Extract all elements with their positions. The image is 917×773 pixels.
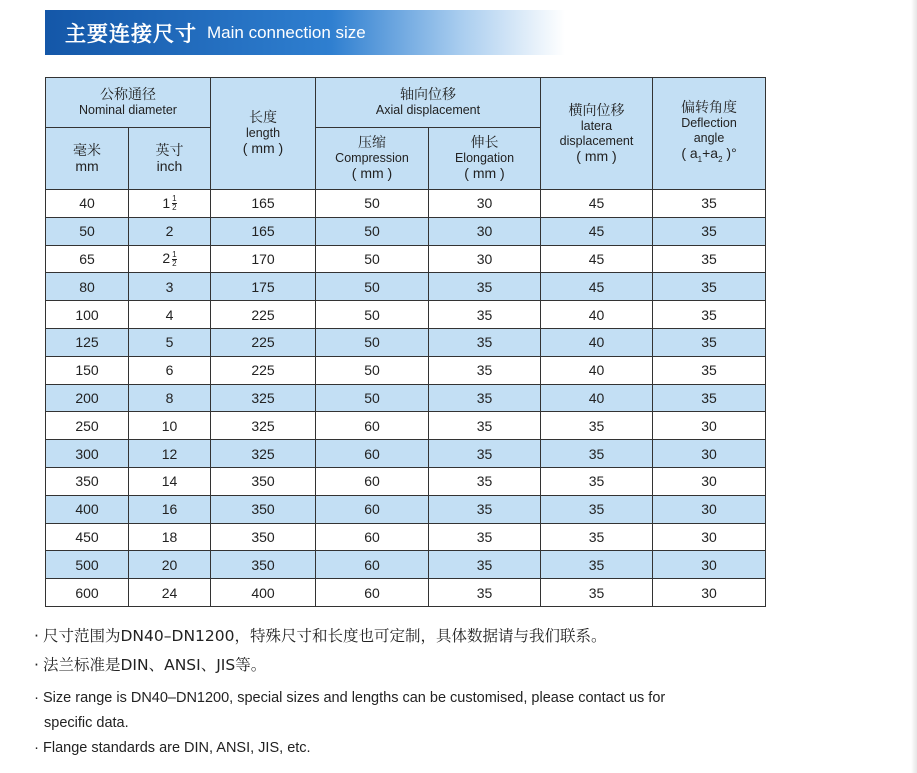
notes xyxy=(30,622,900,761)
cell-lateral: 35 xyxy=(541,579,653,607)
cell-angle: 30 xyxy=(653,440,766,468)
cell-length: 175 xyxy=(211,273,316,301)
cell-length: 165 xyxy=(211,217,316,245)
header-inch xyxy=(129,128,211,190)
header-lateral-en-line1: latera xyxy=(580,118,613,133)
cell-inch: 10 xyxy=(129,412,211,440)
header-mm-cn: 毫米 xyxy=(73,142,101,159)
cell-length: 325 xyxy=(211,412,316,440)
cell-lateral: 40 xyxy=(541,356,653,384)
cell-angle: 30 xyxy=(653,412,766,440)
table-row xyxy=(46,301,766,329)
cell-elongation: 35 xyxy=(429,356,541,384)
cell-compression: 60 xyxy=(316,440,429,468)
table-header xyxy=(46,78,766,190)
header-inch-cn: 英寸 xyxy=(155,142,184,159)
cell-length: 400 xyxy=(211,579,316,607)
cell-angle: 30 xyxy=(653,579,766,607)
note-en-flange-standard-text: Flange standards are DIN, ANSI, JIS, etc. xyxy=(43,740,311,756)
header-nominal-diameter xyxy=(46,78,211,128)
cell-length: 350 xyxy=(211,523,316,551)
cell-mm: 200 xyxy=(46,384,129,412)
cell-lateral: 40 xyxy=(541,384,653,412)
cell-mm: 600 xyxy=(46,579,129,607)
header-axial-cn: 轴向位移 xyxy=(400,86,456,103)
cell-elongation: 30 xyxy=(429,245,541,273)
cell-inch: 8 xyxy=(129,384,211,412)
header-deflection-cn: 偏转角度 xyxy=(681,99,737,116)
note-en-flange-standard xyxy=(30,736,900,761)
cell-mm: 50 xyxy=(46,217,129,245)
cell-lateral: 35 xyxy=(541,440,653,468)
cell-elongation: 35 xyxy=(429,273,541,301)
table-body xyxy=(46,190,766,607)
header-mm-en: mm xyxy=(75,157,99,174)
cell-inch: 2 xyxy=(129,217,211,245)
cell-angle: 35 xyxy=(653,328,766,356)
cell-elongation: 35 xyxy=(429,384,541,412)
bullet-icon: · xyxy=(34,656,39,674)
cell-compression: 50 xyxy=(316,217,429,245)
header-lateral-unit: ( mm ) xyxy=(576,147,617,164)
cell-mm: 500 xyxy=(46,551,129,579)
table-row xyxy=(46,412,766,440)
header-deflection-unit xyxy=(653,146,765,167)
cell-length: 350 xyxy=(211,495,316,523)
header-axial-displacement xyxy=(316,78,541,128)
cell-compression: 50 xyxy=(316,301,429,329)
cell-angle: 30 xyxy=(653,467,766,495)
cell-mm: 65 xyxy=(46,245,129,273)
cell-elongation: 35 xyxy=(429,412,541,440)
cell-inch: 3 xyxy=(129,273,211,301)
cell-elongation: 30 xyxy=(429,190,541,218)
cell-elongation: 30 xyxy=(429,217,541,245)
cell-elongation: 35 xyxy=(429,551,541,579)
cell-lateral: 45 xyxy=(541,245,653,273)
cell-lateral: 45 xyxy=(541,217,653,245)
cell-elongation: 35 xyxy=(429,328,541,356)
cell-mm: 150 xyxy=(46,356,129,384)
cell-angle: 35 xyxy=(653,190,766,218)
cell-compression: 60 xyxy=(316,579,429,607)
table-row xyxy=(46,495,766,523)
header-axial-en: Axial displacement xyxy=(375,102,481,117)
cell-mm: 80 xyxy=(46,273,129,301)
note-en-size-range xyxy=(30,686,900,736)
header-lateral-displacement xyxy=(541,78,653,190)
cell-length: 350 xyxy=(211,467,316,495)
inch-whole: 2 xyxy=(162,250,171,267)
table-row xyxy=(46,217,766,245)
cell-elongation: 35 xyxy=(429,467,541,495)
cell-lateral: 35 xyxy=(541,412,653,440)
header-mm xyxy=(46,128,129,190)
cell-angle: 35 xyxy=(653,384,766,412)
cell-compression: 60 xyxy=(316,551,429,579)
inch-fraction xyxy=(172,195,176,212)
cell-compression: 50 xyxy=(316,190,429,218)
header-length-unit: ( mm ) xyxy=(242,140,284,156)
cell-compression: 60 xyxy=(316,467,429,495)
cell-angle: 35 xyxy=(653,245,766,273)
header-elongation-cn: 伸长 xyxy=(470,135,499,151)
cell-lateral: 40 xyxy=(541,301,653,329)
cell-inch: 5 xyxy=(129,328,211,356)
cell-inch: 24 xyxy=(129,579,211,607)
note-en-size-range-line1 xyxy=(30,690,665,706)
cell-length: 325 xyxy=(211,440,316,468)
connection-size-table xyxy=(45,77,766,607)
cell-angle: 35 xyxy=(653,356,766,384)
table-row xyxy=(46,467,766,495)
cell-angle: 30 xyxy=(653,495,766,523)
cell-lateral: 35 xyxy=(541,495,653,523)
cell-lateral: 35 xyxy=(541,523,653,551)
cell-length: 350 xyxy=(211,551,316,579)
page-edge-shadow xyxy=(911,0,917,773)
cell-inch xyxy=(129,245,211,273)
header-deflection-en-line1: Deflection xyxy=(681,115,737,130)
header-nominal-diameter-en: Nominal diameter xyxy=(79,102,177,117)
header-length xyxy=(211,78,316,190)
table-row xyxy=(46,245,766,273)
cell-inch: 12 xyxy=(129,440,211,468)
header-length-cn: 长度 xyxy=(249,110,277,126)
header-compression xyxy=(316,128,429,190)
cell-length: 170 xyxy=(211,245,316,273)
cell-mm: 400 xyxy=(46,495,129,523)
header-inch-en: inch xyxy=(156,157,183,174)
cell-mm: 40 xyxy=(46,190,129,218)
header-compression-en: Compression xyxy=(335,151,409,165)
cell-lateral: 35 xyxy=(541,467,653,495)
cell-lateral: 40 xyxy=(541,328,653,356)
deflection-sub-2: 2 xyxy=(718,154,723,164)
header-lateral-cn: 横向位移 xyxy=(568,102,625,119)
table-row xyxy=(46,356,766,384)
cell-length: 225 xyxy=(211,301,316,329)
section-title-en: Main connection size xyxy=(207,22,366,42)
fraction-denominator: 2 xyxy=(172,203,177,213)
header-nominal-diameter-cn: 公称通径 xyxy=(100,86,156,103)
cell-lateral: 35 xyxy=(541,551,653,579)
table-row xyxy=(46,328,766,356)
fraction-numerator: 1 xyxy=(172,194,177,204)
note-en-size-range-text-1: Size range is DN40–DN1200, special sizes and lengths can be customised, please contact us for xyxy=(43,690,666,706)
cell-elongation: 35 xyxy=(429,495,541,523)
header-elongation-en: Elongation xyxy=(454,151,515,165)
bullet-icon: · xyxy=(34,690,39,706)
cell-angle: 35 xyxy=(653,301,766,329)
table-row xyxy=(46,523,766,551)
inch-whole: 1 xyxy=(162,194,171,211)
cell-compression: 60 xyxy=(316,495,429,523)
header-deflection-angle xyxy=(653,78,766,190)
deflection-sub-1: 1 xyxy=(697,154,703,164)
cell-angle: 35 xyxy=(653,273,766,301)
header-deflection-en-line2: angle xyxy=(693,130,725,145)
header-length-en: length xyxy=(245,126,281,140)
section-title-cn: 主要连接尺寸 xyxy=(65,21,197,46)
cell-angle: 30 xyxy=(653,523,766,551)
cell-elongation: 35 xyxy=(429,440,541,468)
cell-elongation: 35 xyxy=(429,523,541,551)
header-lateral-en-line2: displacement xyxy=(559,133,634,148)
cell-mm: 250 xyxy=(46,412,129,440)
fraction-numerator: 1 xyxy=(172,249,177,259)
fraction-denominator: 2 xyxy=(172,258,177,268)
cell-elongation: 35 xyxy=(429,301,541,329)
cell-compression: 50 xyxy=(316,245,429,273)
cell-mm: 100 xyxy=(46,301,129,329)
header-compression-unit: ( mm ) xyxy=(351,165,393,181)
note-cn-size-range xyxy=(30,622,900,651)
cell-compression: 50 xyxy=(316,273,429,301)
table-row xyxy=(46,440,766,468)
cell-inch: 14 xyxy=(129,467,211,495)
cell-inch: 4 xyxy=(129,301,211,329)
table-row xyxy=(46,551,766,579)
cell-inch: 6 xyxy=(129,356,211,384)
cell-compression: 50 xyxy=(316,356,429,384)
cell-compression: 50 xyxy=(316,328,429,356)
cell-length: 225 xyxy=(211,328,316,356)
table-row xyxy=(46,384,766,412)
cell-elongation: 35 xyxy=(429,579,541,607)
cell-mm: 300 xyxy=(46,440,129,468)
header-compression-cn: 压缩 xyxy=(358,135,386,151)
cell-length: 225 xyxy=(211,356,316,384)
cell-length: 165 xyxy=(211,190,316,218)
table-row xyxy=(46,190,766,218)
cell-lateral: 45 xyxy=(541,190,653,218)
cell-compression: 60 xyxy=(316,412,429,440)
inch-fraction xyxy=(172,251,176,268)
cell-compression: 60 xyxy=(316,523,429,551)
header-elongation xyxy=(429,128,541,190)
cell-angle: 35 xyxy=(653,217,766,245)
cell-inch xyxy=(129,190,211,218)
cell-mm: 450 xyxy=(46,523,129,551)
header-elongation-unit: ( mm ) xyxy=(464,165,505,181)
cell-inch: 20 xyxy=(129,551,211,579)
cell-inch: 16 xyxy=(129,495,211,523)
table-row xyxy=(46,579,766,607)
cell-mm: 350 xyxy=(46,467,129,495)
bullet-icon: · xyxy=(34,627,39,645)
deflection-plus: +a xyxy=(702,144,719,161)
bullet-icon: · xyxy=(34,740,39,756)
note-cn-flange-standard xyxy=(30,651,900,680)
cell-length: 325 xyxy=(211,384,316,412)
deflection-unit-open: ( a xyxy=(681,144,698,161)
note-cn-size-range-text: 尺寸范围为DN40–DN1200，特殊尺寸和长度也可定制，具体数据请与我们联系。 xyxy=(43,627,607,645)
cell-lateral: 45 xyxy=(541,273,653,301)
note-en-size-range-text-2: specific data. xyxy=(44,715,129,731)
cell-angle: 30 xyxy=(653,551,766,579)
cell-mm: 125 xyxy=(46,328,129,356)
cell-compression: 50 xyxy=(316,384,429,412)
section-title-bar xyxy=(45,10,565,55)
deflection-unit-close: )° xyxy=(722,144,737,161)
note-cn-flange-standard-text: 法兰标准是DIN、ANSI、JIS等。 xyxy=(43,656,267,674)
cell-inch: 18 xyxy=(129,523,211,551)
table-row xyxy=(46,273,766,301)
